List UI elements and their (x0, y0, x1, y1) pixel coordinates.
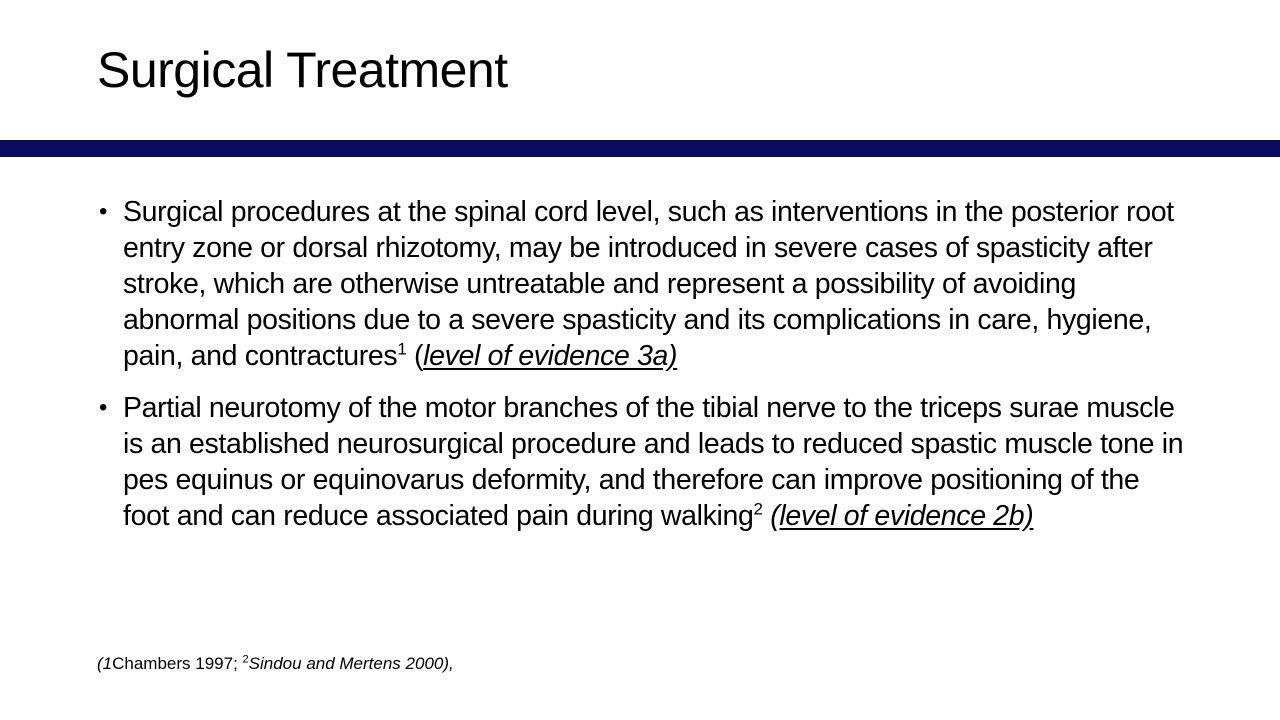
divider-bar-fill (0, 140, 1280, 157)
footnote-ref-2: Sindou and Mertens 2000), (248, 654, 454, 673)
bullet-1-evidence-level: level of evidence 3a) (423, 340, 678, 372)
bullet-2-evidence-level: (level of evidence 2b) (770, 500, 1034, 532)
bullet-2-ref-marker: 2 (753, 499, 763, 519)
bullet-1-text: Surgical procedures at the spinal cord level, such as interventions in the posterior root entry zone or dorsal rhizotomy, may be introduced in severe cases of spasticity after stroke, which are otherwise untreatable and represent a possibility of avoiding abnormal positions due to a severe spasticity and its complications in care, hygiene, pain, and contractures (123, 196, 1174, 372)
slide-title: Surgical Treatment (97, 42, 508, 98)
bullet-1-ref-marker: 1 (397, 339, 407, 359)
bullet-1-open-paren: ( (406, 340, 424, 372)
references-footnote (97, 652, 454, 676)
bullet-dot-icon: • (99, 394, 108, 421)
title-divider-bar (0, 140, 1280, 157)
bullet-item-1 (99, 194, 1189, 374)
bullet-list (99, 194, 1189, 550)
bullet-item-2 (99, 390, 1189, 534)
footnote-ref-1: Chambers 1997; (112, 654, 243, 673)
bullet-dot-icon: • (99, 198, 108, 225)
footnote-open: (1 (97, 654, 113, 673)
footnote-ref-2-marker: 2 (242, 653, 249, 666)
bullet-2-text: Partial neurotomy of the motor branches of the tibial nerve to the triceps surae muscle is an established neurosurgical procedure and leads to reduced spastic muscle tone in pes equinus or equinovarus deformity, and therefore can improve positioning of the foot and can reduce associated pain during walking (123, 392, 1184, 532)
